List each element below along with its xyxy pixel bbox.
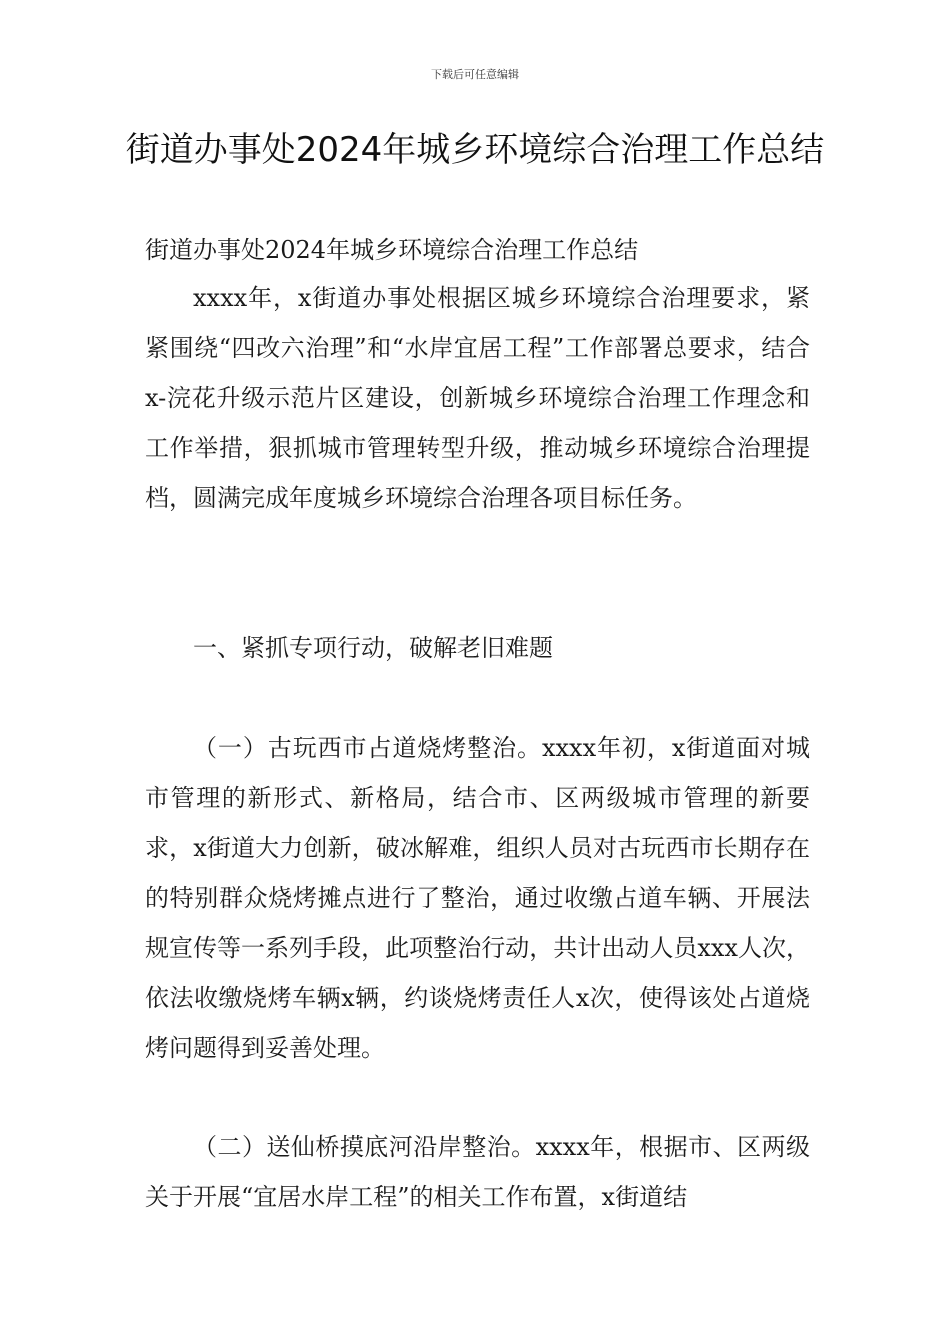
section-heading: 一、紧抓专项行动，破解老旧难题 [193, 634, 553, 662]
paragraph-2: （二）送仙桥摸底河沿岸整治。xxxx年，根据市、区两级关于开展“宜居水岸工程”的相关工作布置，x街道结 [145, 1133, 810, 1211]
paragraph-1: （一）古玩西市占道烧烤整治。xxxx年初，x街道面对城市管理的新形式、新格局，结合市、区两级城市管理的新要求，x街道大力创新，破冰解难，组织人员对古玩西市长期存在的特别群众烧烤摊点进行了整治，通过收缴占道车辆、开展法规宣传等一系列手段，此项整治行动，共计出动人员xxx人次，依法收缴烧烤车辆x辆，约谈烧烤责任人x次，使得该处占道烧烤问题得到妥善处理。 [145, 734, 810, 1062]
header-note: 下载后可任意编辑 [431, 68, 519, 81]
document-subtitle: 街道办事处2024年城乡环境综合治理工作总结 [145, 236, 639, 264]
document-title: 街道办事处2024年城乡环境综合治理工作总结 [125, 130, 825, 170]
intro-paragraph: xxxx年，x街道办事处根据区城乡环境综合治理要求，紧紧围绕“四改六治理”和“水岸宜居工程”工作部署总要求，结合x-浣花升级示范片区建设，创新城乡环境综合治理工作理念和工作举措，狠抓城市管理转型升级，推动城乡环境综合治理提档，圆满完成年度城乡环境综合治理各项目标任务。 [145, 284, 810, 512]
